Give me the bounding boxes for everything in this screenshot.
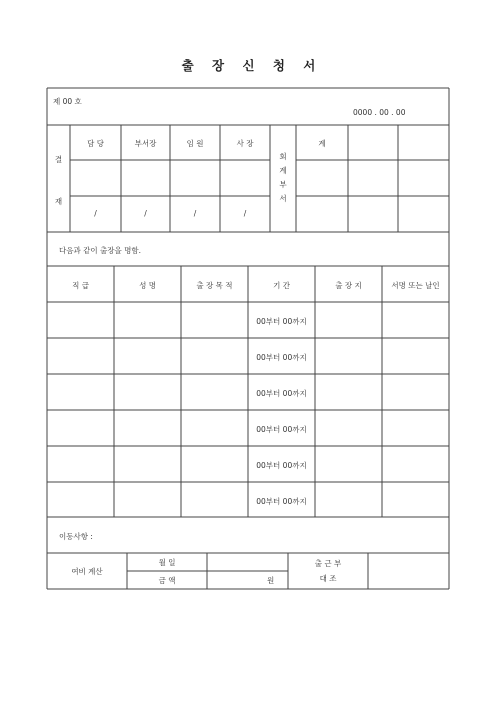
- remarks-label: 이동사항 :: [59, 532, 93, 541]
- period-cell-4: 00부터 00까지: [256, 425, 307, 434]
- col-header-rank: 직 급: [72, 281, 89, 290]
- attendance-check-line1: 출 근 부: [314, 559, 342, 568]
- expense-label: 여비 계산: [71, 567, 103, 576]
- approval-label-top: 결: [54, 155, 63, 164]
- period-cell-5: 00부터 00까지: [256, 461, 307, 470]
- expense-won-unit: 원: [267, 576, 275, 585]
- approval-date-executive: /: [193, 209, 197, 218]
- expense-month-day: 월 일: [158, 558, 176, 567]
- period-cell-6: 00부터 00까지: [256, 497, 307, 506]
- period-cell-2: 00부터 00까지: [256, 353, 307, 362]
- col-header-purpose: 출 장 목 적: [196, 281, 233, 290]
- document-date: 0000 . 00 . 00: [353, 108, 406, 117]
- col-header-period: 기 간: [273, 281, 290, 290]
- approval-label-bottom: 재: [54, 197, 63, 206]
- expense-amount-label: 금 액: [158, 576, 176, 585]
- page-title: 출 장 신 청 서: [181, 58, 323, 73]
- period-cell-3: 00부터 00까지: [256, 389, 307, 398]
- approval-header-executive: 임 원: [186, 139, 204, 148]
- application-form: [47, 88, 449, 589]
- attendance-check-line2: 대 조: [319, 574, 337, 583]
- intro-text: 다음과 같이 출장을 명함.: [59, 246, 141, 255]
- approval-date-dept-head: /: [144, 209, 147, 218]
- col-header-signature: 서명 또는 날인: [391, 281, 440, 290]
- approval-header-dept-head: 부서장: [134, 139, 157, 148]
- accounting-header: 계: [318, 139, 326, 148]
- col-header-destination: 출 장 지: [335, 281, 362, 290]
- approval-header-president: 사 장: [236, 139, 254, 148]
- document-number: 제 00 호: [53, 97, 82, 106]
- approval-header-staff: 담 당: [87, 139, 104, 148]
- form-grid-lines: [47, 88, 449, 589]
- col-header-name: 성 명: [139, 281, 156, 290]
- period-cell-1: 00부터 00까지: [256, 317, 307, 326]
- approval-date-president: /: [243, 209, 247, 218]
- approval-date-staff: /: [94, 209, 97, 218]
- accounting-dept-label: 회 계 부 서: [279, 152, 287, 203]
